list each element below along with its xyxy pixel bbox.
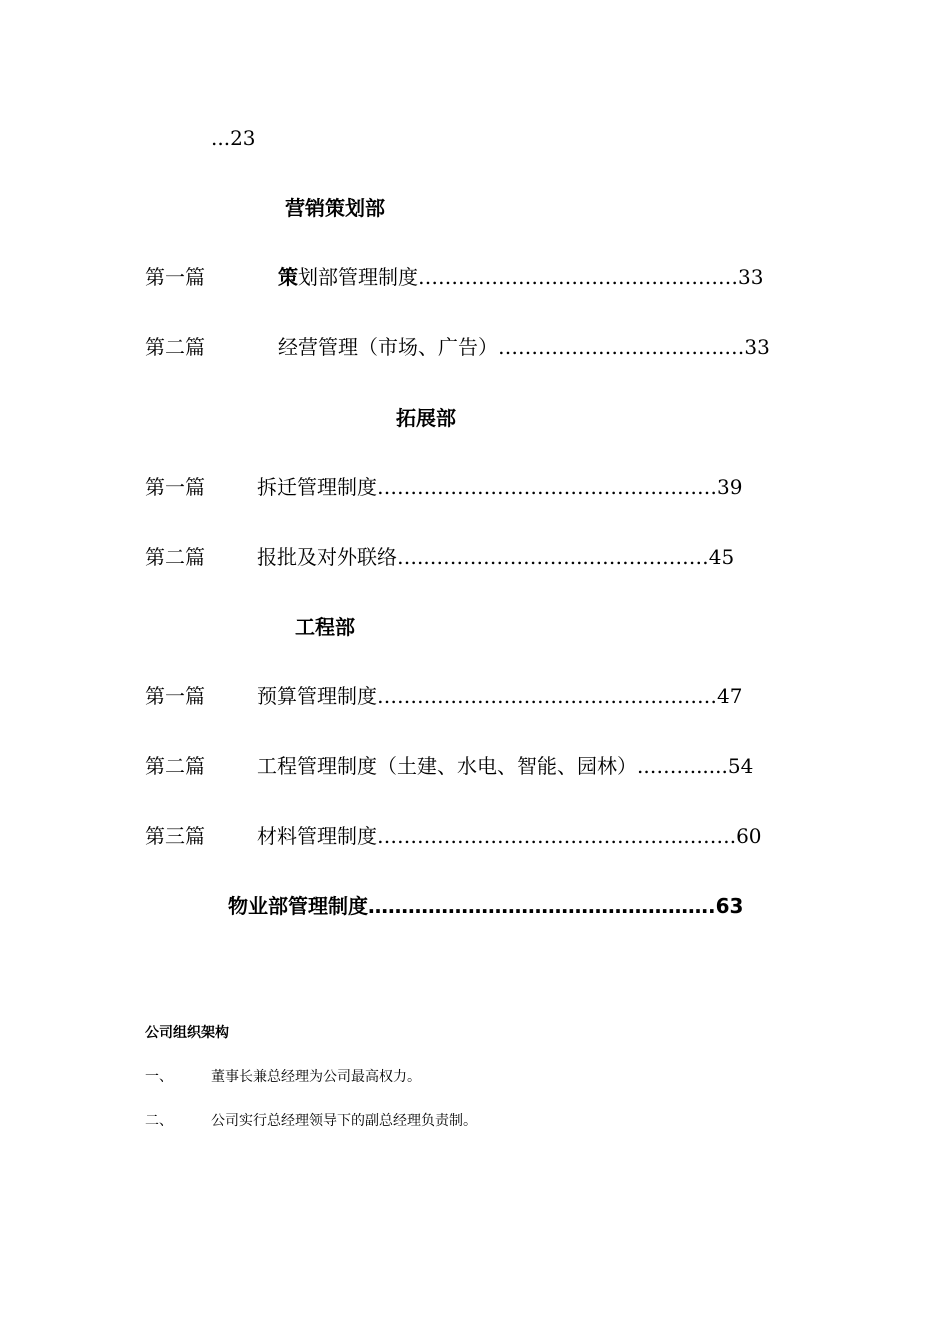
toc-entry-title: 划部管理制度…………………………………………33 bbox=[298, 265, 764, 289]
toc-chapter-label: 第一篇 bbox=[145, 684, 205, 708]
toc-entry-bold-prefix: 策 bbox=[278, 265, 298, 289]
toc-entry-text bbox=[278, 265, 763, 289]
org-list-text: 董事长兼总经理为公司最高权力。 bbox=[211, 1069, 421, 1085]
toc-entry-title: 报批及对外联络…..…………………...………………45 bbox=[257, 545, 735, 569]
toc-chapter-label: 第一篇 bbox=[145, 475, 205, 499]
toc-entry-title: 经营管理（市场、广告）…………………………….…33 bbox=[278, 335, 770, 359]
page-number-fragment: ...23 bbox=[211, 126, 256, 150]
toc-entry-title: 预算管理制度……………………………………………47 bbox=[257, 684, 743, 708]
toc-entry-property-management[interactable]: 物业部管理制度…………………………………………….63 bbox=[228, 894, 744, 918]
toc-entry-title: 材料管理制度………………………………………..…….60 bbox=[257, 824, 762, 848]
section-heading-engineering: 工程部 bbox=[295, 615, 355, 639]
toc-chapter-label: 第二篇 bbox=[145, 545, 205, 569]
toc-entry-title: 工程管理制度（土建、水电、智能、园林）..……......54 bbox=[257, 754, 754, 778]
org-list-number: 一、 bbox=[145, 1069, 173, 1085]
toc-chapter-label: 第二篇 bbox=[145, 335, 205, 359]
toc-chapter-label: 第三篇 bbox=[145, 824, 205, 848]
toc-chapter-label: 第一篇 bbox=[145, 265, 205, 289]
org-list-number: 二、 bbox=[145, 1113, 173, 1129]
toc-entry-title: 拆迁管理制度……………………………………………39 bbox=[257, 475, 743, 499]
toc-chapter-label: 第二篇 bbox=[145, 754, 205, 778]
org-section-title: 公司组织架构 bbox=[145, 1025, 229, 1041]
section-heading-expansion: 拓展部 bbox=[396, 406, 456, 430]
section-heading-marketing: 营销策划部 bbox=[285, 196, 385, 220]
org-list-text: 公司实行总经理领导下的副总经理负责制。 bbox=[211, 1113, 477, 1129]
